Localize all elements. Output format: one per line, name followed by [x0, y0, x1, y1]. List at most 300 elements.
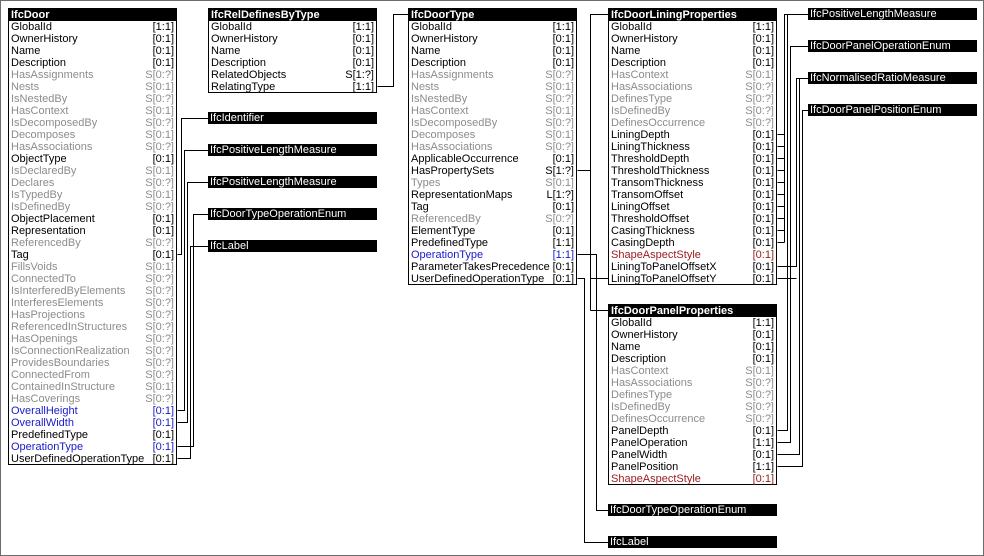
attribute-name: HasProjections: [11, 309, 85, 321]
attribute-name: LiningDepth: [611, 129, 670, 141]
attribute-row[interactable]: [9, 261, 176, 273]
attribute-row[interactable]: [9, 213, 176, 225]
entity-title: IfcDoorType: [409, 9, 576, 21]
attribute-cardinality: S[0:1]: [545, 105, 574, 117]
attribute-row[interactable]: [9, 369, 176, 381]
attribute-cardinality: [0:1]: [752, 449, 774, 461]
attribute-row[interactable]: [609, 69, 776, 81]
attribute-row[interactable]: [9, 69, 176, 81]
attribute-cardinality: [0:1]: [752, 33, 774, 45]
attribute-row[interactable]: [409, 201, 576, 213]
attribute-name: OwnerHistory: [211, 33, 278, 45]
attribute-name: LiningOffset: [611, 201, 670, 213]
attribute-row[interactable]: [9, 297, 176, 309]
attribute-cardinality: [0:1]: [752, 329, 774, 341]
attribute-cardinality: [0:1]: [352, 57, 374, 69]
attribute-cardinality: [1:1]: [552, 249, 574, 261]
attribute-row[interactable]: [609, 225, 776, 237]
attribute-cardinality: S[0:?]: [145, 273, 174, 285]
attribute-row[interactable]: [409, 165, 576, 177]
attribute-row[interactable]: [409, 69, 576, 81]
attribute-cardinality: S[0:?]: [145, 369, 174, 381]
attribute-cardinality: S[1:?]: [345, 69, 374, 81]
attribute-cardinality: [1:1]: [552, 21, 574, 33]
attribute-row[interactable]: [9, 81, 176, 93]
attribute-cardinality: [1:1]: [752, 461, 774, 473]
attribute-name: PredefinedType: [411, 237, 489, 249]
attribute-name: IsInterferedByElements: [11, 285, 126, 297]
attribute-name: DefinesType: [611, 93, 673, 105]
attribute-cardinality: S[0:?]: [145, 285, 174, 297]
attribute-cardinality: S[0:?]: [145, 297, 174, 309]
attribute-row[interactable]: [609, 449, 776, 461]
attribute-cardinality: [0:1]: [752, 201, 774, 213]
attribute-name: GlobalId: [611, 317, 652, 329]
attribute-name: UserDefinedOperationType: [411, 273, 545, 285]
attribute-name: IsDefinedBy: [611, 105, 671, 117]
attribute-name: HasAssignments: [11, 69, 94, 81]
attribute-name: Decomposes: [11, 129, 76, 141]
attribute-cardinality: S[0:?]: [545, 141, 574, 153]
attribute-name: ReferencedBy: [411, 213, 481, 225]
attribute-name: OwnerHistory: [411, 33, 478, 45]
attribute-row[interactable]: [409, 117, 576, 129]
attribute-row[interactable]: [409, 153, 576, 165]
attribute-row[interactable]: [609, 45, 776, 57]
attribute-name: GlobalId: [411, 21, 452, 33]
attribute-row[interactable]: [209, 33, 376, 45]
attribute-row[interactable]: [609, 21, 776, 33]
attribute-name: ConnectedTo: [11, 273, 76, 285]
attribute-name: OwnerHistory: [611, 33, 678, 45]
attribute-cardinality: [1:1]: [752, 437, 774, 449]
attribute-cardinality: S[0:1]: [145, 165, 174, 177]
attribute-row[interactable]: [9, 237, 176, 249]
attribute-name: Tag: [411, 201, 429, 213]
attribute-name: DefinesOccurrence: [611, 413, 706, 425]
attribute-cardinality: [0:1]: [152, 429, 174, 441]
attribute-row[interactable]: [409, 129, 576, 141]
attribute-row[interactable]: [9, 249, 176, 261]
attribute-cardinality: S[0:1]: [145, 129, 174, 141]
attribute-cardinality: [0:1]: [152, 453, 174, 465]
attribute-row[interactable]: [9, 333, 176, 345]
attribute-cardinality: S[0:1]: [545, 81, 574, 93]
attribute-row[interactable]: [9, 393, 176, 405]
attribute-row[interactable]: [9, 177, 176, 189]
attribute-row[interactable]: [609, 189, 776, 201]
attribute-cardinality: [0:1]: [152, 405, 174, 417]
attribute-cardinality: S[0:?]: [745, 377, 774, 389]
attribute-row[interactable]: [609, 329, 776, 341]
type-ref-ifcdoortypeoperationenum[interactable]: IfcDoorTypeOperationEnum: [608, 504, 777, 516]
attribute-cardinality: [1:1]: [152, 21, 174, 33]
attribute-cardinality: [0:1]: [152, 213, 174, 225]
attribute-row[interactable]: [409, 141, 576, 153]
entity-ifcdoorliningproperties[interactable]: [608, 8, 777, 285]
attribute-row[interactable]: [609, 353, 776, 365]
attribute-name: IsNestedBy: [11, 93, 68, 105]
attribute-name: ShapeAspectStyle: [611, 249, 701, 261]
attribute-cardinality: S[0:1]: [145, 81, 174, 93]
attribute-row[interactable]: [9, 345, 176, 357]
type-ref-ifcidentifier[interactable]: IfcIdentifier: [208, 112, 377, 124]
attribute-name: LiningToPanelOffsetY: [611, 273, 717, 285]
attribute-cardinality: [1:1]: [352, 81, 374, 93]
attribute-cardinality: [0:1]: [752, 141, 774, 153]
entity-title: IfcDoor: [9, 9, 176, 21]
attribute-cardinality: [1:1]: [552, 237, 574, 249]
attribute-name: DefinesOccurrence: [611, 117, 706, 129]
attribute-cardinality: [0:1]: [152, 153, 174, 165]
attribute-name: ParameterTakesPrecedence: [411, 261, 550, 273]
attribute-name: InterferesElements: [11, 297, 104, 309]
type-ref-ifcdoorpaneloperationenum[interactable]: IfcDoorPanelOperationEnum: [808, 40, 977, 52]
attribute-row[interactable]: [9, 309, 176, 321]
attribute-name: LiningThickness: [611, 141, 690, 153]
attribute-name: PredefinedType: [11, 429, 89, 441]
attribute-name: OwnerHistory: [11, 33, 78, 45]
attribute-name: RepresentationMaps: [411, 189, 513, 201]
attribute-cardinality: [0:1]: [552, 273, 574, 285]
attribute-cardinality: S[0:?]: [745, 81, 774, 93]
attribute-cardinality: S[0:?]: [145, 309, 174, 321]
attribute-row[interactable]: [609, 201, 776, 213]
attribute-name: HasAssociations: [411, 141, 493, 153]
attribute-name: ConnectedFrom: [11, 369, 90, 381]
attribute-row[interactable]: [409, 45, 576, 57]
attribute-row[interactable]: [609, 213, 776, 225]
attribute-row[interactable]: [409, 93, 576, 105]
attribute-row[interactable]: [9, 141, 176, 153]
type-ref-ifclabel[interactable]: IfcLabel: [208, 240, 377, 252]
attribute-name: Name: [211, 45, 241, 57]
attribute-row[interactable]: [9, 453, 176, 465]
attribute-name: GlobalId: [211, 21, 252, 33]
attribute-cardinality: S[0:1]: [745, 365, 774, 377]
attribute-cardinality: [0:1]: [752, 425, 774, 437]
attribute-row[interactable]: [9, 357, 176, 369]
attribute-cardinality: S[0:?]: [145, 333, 174, 345]
type-ref-ifcdoortypeoperationenum[interactable]: IfcDoorTypeOperationEnum: [208, 208, 377, 220]
attribute-row[interactable]: [9, 441, 176, 453]
attribute-name: HasContext: [611, 69, 669, 81]
attribute-cardinality: [0:1]: [752, 189, 774, 201]
attribute-cardinality: [0:1]: [752, 129, 774, 141]
attribute-name: Description: [611, 353, 667, 365]
attribute-row[interactable]: [609, 141, 776, 153]
entity-ifcdoorpanelproperties[interactable]: [608, 304, 777, 485]
attribute-cardinality: S[0:?]: [145, 93, 174, 105]
attribute-name: OverallWidth: [11, 417, 74, 429]
attribute-cardinality: [0:1]: [752, 249, 774, 261]
attribute-cardinality: [0:1]: [752, 45, 774, 57]
attribute-name: Declares: [11, 177, 55, 189]
attribute-name: RelatingType: [211, 81, 276, 93]
attribute-row[interactable]: [609, 105, 776, 117]
attribute-row[interactable]: [609, 153, 776, 165]
attribute-name: Types: [411, 177, 441, 189]
attribute-row[interactable]: [609, 129, 776, 141]
attribute-name: OperationType: [411, 249, 484, 261]
attribute-cardinality: [0:1]: [552, 33, 574, 45]
attribute-row[interactable]: [609, 401, 776, 413]
attribute-cardinality: S[0:1]: [145, 261, 174, 273]
attribute-name: GlobalId: [11, 21, 52, 33]
attribute-cardinality: [0:1]: [752, 353, 774, 365]
type-ref-ifcnormalisedratiomeasure[interactable]: IfcNormalisedRatioMeasure: [808, 72, 977, 84]
type-ref-ifcpositivelengthmeasure[interactable]: IfcPositiveLengthMeasure: [208, 176, 377, 188]
attribute-name: Nests: [11, 81, 40, 93]
attribute-cardinality: [0:1]: [552, 153, 574, 165]
attribute-name: ThresholdOffset: [611, 213, 690, 225]
attribute-cardinality: S[0:1]: [145, 381, 174, 393]
attribute-name: Name: [11, 45, 41, 57]
attribute-row[interactable]: [9, 285, 176, 297]
type-ref-ifcdoorpanelpositionenum[interactable]: IfcDoorPanelPositionEnum: [808, 104, 977, 116]
attribute-name: ObjectPlacement: [11, 213, 95, 225]
attribute-row[interactable]: [609, 177, 776, 189]
attribute-row[interactable]: [9, 321, 176, 333]
attribute-name: Name: [611, 45, 641, 57]
entity-title: IfcDoorPanelProperties: [609, 305, 776, 317]
attribute-cardinality: [1:1]: [752, 21, 774, 33]
attribute-name: ThresholdThickness: [611, 165, 710, 177]
attribute-name: ElementType: [411, 225, 476, 237]
attribute-cardinality: [0:1]: [752, 473, 774, 485]
attribute-name: RelatedObjects: [211, 69, 287, 81]
attribute-cardinality: S[0:?]: [545, 213, 574, 225]
attribute-cardinality: S[0:?]: [145, 393, 174, 405]
attribute-cardinality: S[0:?]: [545, 117, 574, 129]
attribute-cardinality: [0:1]: [352, 33, 374, 45]
attribute-cardinality: S[0:?]: [745, 93, 774, 105]
type-ref-ifclabel[interactable]: IfcLabel: [608, 536, 777, 548]
attribute-row[interactable]: [609, 33, 776, 45]
attribute-name: IsNestedBy: [411, 93, 468, 105]
attribute-row[interactable]: [609, 413, 776, 425]
attribute-cardinality: [0:1]: [152, 33, 174, 45]
attribute-cardinality: [0:1]: [552, 57, 574, 69]
attribute-name: HasContext: [411, 105, 469, 117]
attribute-cardinality: S[0:1]: [545, 177, 574, 189]
attribute-row[interactable]: [9, 225, 176, 237]
attribute-row[interactable]: [609, 117, 776, 129]
attribute-name: ShapeAspectStyle: [611, 473, 701, 485]
entity-title: IfcRelDefinesByType: [209, 9, 376, 21]
attribute-name: HasAssociations: [611, 81, 693, 93]
attribute-row[interactable]: [609, 473, 776, 485]
attribute-name: HasAssociations: [11, 141, 93, 153]
attribute-row[interactable]: [609, 389, 776, 401]
attribute-row[interactable]: [409, 177, 576, 189]
attribute-name: OwnerHistory: [611, 329, 678, 341]
attribute-cardinality: S[0:1]: [545, 129, 574, 141]
attribute-row[interactable]: [609, 261, 776, 273]
attribute-cardinality: [1:1]: [752, 317, 774, 329]
attribute-cardinality: S[0:?]: [145, 237, 174, 249]
attribute-name: ContainedInStructure: [11, 381, 115, 393]
attribute-row[interactable]: [9, 429, 176, 441]
attribute-cardinality: [0:1]: [752, 225, 774, 237]
attribute-row[interactable]: [9, 105, 176, 117]
attribute-name: CasingThickness: [611, 225, 695, 237]
attribute-cardinality: S[0:?]: [145, 69, 174, 81]
attribute-name: HasContext: [611, 365, 669, 377]
attribute-row[interactable]: [9, 153, 176, 165]
attribute-row[interactable]: [409, 57, 576, 69]
attribute-name: ReferencedBy: [11, 237, 81, 249]
attribute-cardinality: [0:1]: [352, 45, 374, 57]
entity-ifcdoor[interactable]: [8, 8, 177, 465]
attribute-name: Description: [11, 57, 67, 69]
entity-ifcdoortype[interactable]: [408, 8, 577, 285]
attribute-row[interactable]: [9, 33, 176, 45]
attribute-name: DefinesType: [611, 389, 673, 401]
attribute-name: IsDefinedBy: [11, 201, 71, 213]
attribute-row[interactable]: [409, 33, 576, 45]
attribute-cardinality: S[0:?]: [145, 357, 174, 369]
attribute-name: Representation: [11, 225, 86, 237]
attribute-row[interactable]: [409, 189, 576, 201]
attribute-cardinality: S[0:1]: [145, 189, 174, 201]
attribute-row[interactable]: [9, 381, 176, 393]
attribute-cardinality: [0:1]: [552, 201, 574, 213]
attribute-row[interactable]: [9, 45, 176, 57]
attribute-row[interactable]: [9, 189, 176, 201]
attribute-cardinality: S[0:1]: [145, 105, 174, 117]
attribute-row[interactable]: [409, 273, 576, 285]
attribute-row[interactable]: [409, 261, 576, 273]
attribute-row[interactable]: [409, 21, 576, 33]
attribute-cardinality: S[0:?]: [145, 177, 174, 189]
attribute-cardinality: [0:1]: [752, 261, 774, 273]
attribute-cardinality: S[0:?]: [745, 117, 774, 129]
attribute-cardinality: [0:1]: [752, 273, 774, 285]
attribute-row[interactable]: [409, 237, 576, 249]
attribute-row[interactable]: [609, 317, 776, 329]
attribute-row[interactable]: [409, 81, 576, 93]
attribute-cardinality: [1:1]: [352, 21, 374, 33]
type-ref-ifcpositivelengthmeasure[interactable]: IfcPositiveLengthMeasure: [808, 8, 977, 20]
attribute-cardinality: S[0:?]: [145, 141, 174, 153]
attribute-name: OverallHeight: [11, 405, 78, 417]
attribute-row[interactable]: [609, 81, 776, 93]
attribute-row[interactable]: [209, 69, 376, 81]
attribute-name: HasCoverings: [11, 393, 81, 405]
attribute-name: Nests: [411, 81, 440, 93]
attribute-row[interactable]: [609, 93, 776, 105]
type-ref-ifcpositivelengthmeasure[interactable]: IfcPositiveLengthMeasure: [208, 144, 377, 156]
attribute-row[interactable]: [609, 461, 776, 473]
attribute-cardinality: S[0:?]: [145, 345, 174, 357]
attribute-cardinality: [0:1]: [752, 237, 774, 249]
attribute-cardinality: [0:1]: [752, 57, 774, 69]
attribute-row[interactable]: [209, 81, 376, 93]
attribute-row[interactable]: [609, 377, 776, 389]
attribute-name: Description: [411, 57, 467, 69]
attribute-cardinality: [0:1]: [752, 341, 774, 353]
attribute-row[interactable]: [409, 249, 576, 261]
attribute-row[interactable]: [609, 273, 776, 285]
attribute-row[interactable]: [209, 57, 376, 69]
attribute-row[interactable]: [9, 129, 176, 141]
attribute-row[interactable]: [9, 405, 176, 417]
attribute-name: IsDecomposedBy: [411, 117, 498, 129]
attribute-cardinality: [0:1]: [552, 261, 574, 273]
attribute-row[interactable]: [409, 225, 576, 237]
attribute-name: CasingDepth: [611, 237, 675, 249]
attribute-cardinality: L[1:?]: [546, 189, 574, 201]
attribute-cardinality: [0:1]: [752, 165, 774, 177]
attribute-name: TransomOffset: [611, 189, 684, 201]
attribute-row[interactable]: [209, 21, 376, 33]
attribute-cardinality: [0:1]: [152, 249, 174, 261]
attribute-row[interactable]: [9, 117, 176, 129]
attribute-row[interactable]: [409, 105, 576, 117]
attribute-name: UserDefinedOperationType: [11, 453, 145, 465]
attribute-row[interactable]: [9, 57, 176, 69]
attribute-cardinality: [0:1]: [152, 57, 174, 69]
attribute-name: IsDeclaredBy: [11, 165, 77, 177]
attribute-name: ObjectType: [11, 153, 67, 165]
attribute-row[interactable]: [609, 437, 776, 449]
attribute-row[interactable]: [9, 21, 176, 33]
attribute-cardinality: S[0:?]: [745, 401, 774, 413]
attribute-cardinality: [0:1]: [152, 45, 174, 57]
attribute-name: HasContext: [11, 105, 69, 117]
attribute-row[interactable]: [9, 93, 176, 105]
attribute-row[interactable]: [609, 249, 776, 261]
attribute-cardinality: S[1:?]: [545, 165, 574, 177]
attribute-row[interactable]: [609, 365, 776, 377]
attribute-cardinality: [0:1]: [152, 441, 174, 453]
attribute-name: FillsVoids: [11, 261, 58, 273]
entity-title: IfcDoorLiningProperties: [609, 9, 776, 21]
attribute-cardinality: S[0:?]: [545, 69, 574, 81]
attribute-row[interactable]: [9, 165, 176, 177]
attribute-cardinality: S[0:?]: [545, 93, 574, 105]
attribute-cardinality: S[0:?]: [145, 117, 174, 129]
attribute-row[interactable]: [409, 213, 576, 225]
attribute-name: IsDefinedBy: [611, 401, 671, 413]
attribute-cardinality: [0:1]: [152, 417, 174, 429]
attribute-row[interactable]: [609, 57, 776, 69]
attribute-cardinality: S[0:?]: [145, 201, 174, 213]
attribute-row[interactable]: [609, 341, 776, 353]
attribute-row[interactable]: [209, 45, 376, 57]
attribute-name: GlobalId: [611, 21, 652, 33]
attribute-row[interactable]: [609, 165, 776, 177]
attribute-row[interactable]: [609, 237, 776, 249]
attribute-name: Name: [411, 45, 441, 57]
attribute-name: IsTypedBy: [11, 189, 63, 201]
attribute-cardinality: S[0:?]: [145, 321, 174, 333]
attribute-name: IsConnectionRealization: [11, 345, 130, 357]
entity-ifcreldefinesbytype[interactable]: [208, 8, 377, 93]
attribute-row[interactable]: [9, 273, 176, 285]
attribute-cardinality: [0:1]: [752, 213, 774, 225]
attribute-row[interactable]: [9, 417, 176, 429]
attribute-name: Description: [611, 57, 667, 69]
attribute-row[interactable]: [9, 201, 176, 213]
attribute-cardinality: [0:1]: [152, 225, 174, 237]
attribute-name: OperationType: [11, 441, 84, 453]
attribute-name: ThresholdDepth: [611, 153, 690, 165]
attribute-cardinality: S[0:?]: [745, 389, 774, 401]
attribute-row[interactable]: [609, 425, 776, 437]
attribute-cardinality: [0:1]: [752, 177, 774, 189]
